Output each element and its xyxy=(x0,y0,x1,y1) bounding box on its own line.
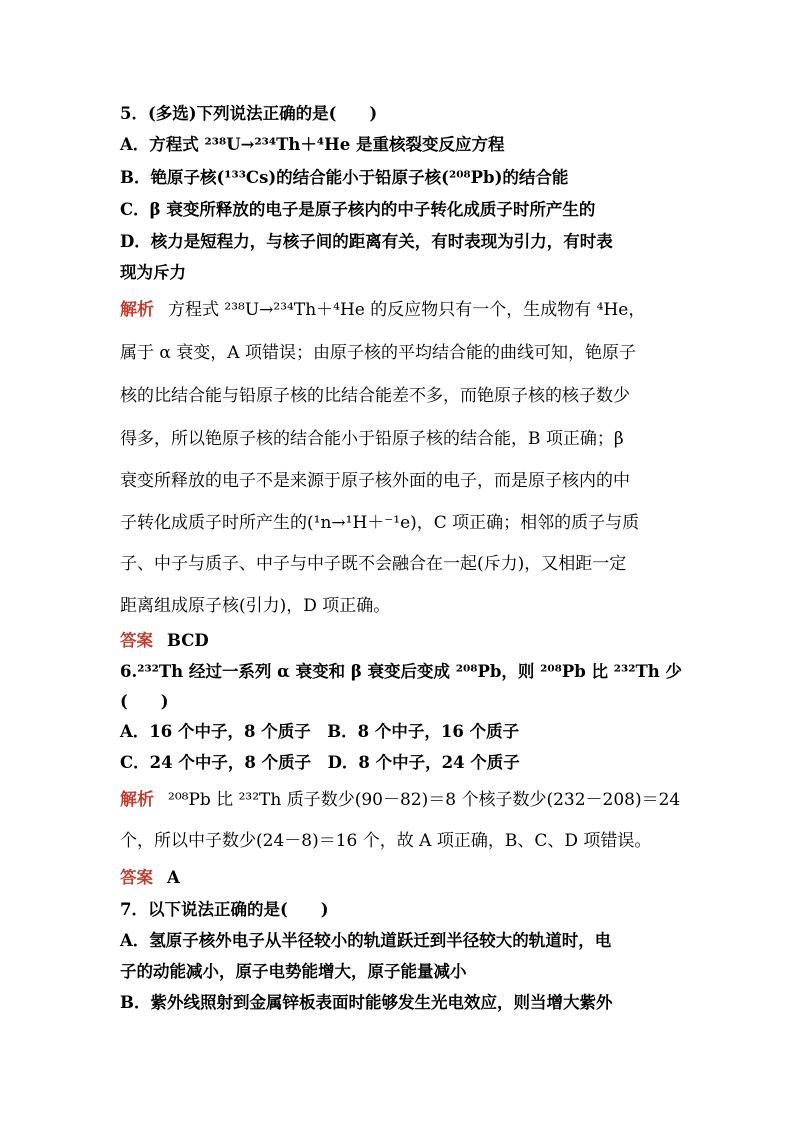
q5-option-d-cont: 现为斥力 xyxy=(120,263,186,282)
q7-option-a: A．氢原子核外电子从半径较小的轨道跃迁到半径较大的轨道时，电 xyxy=(120,931,612,950)
q5-analysis-line-7: 子、中子与质子、中子与中子既不会融合在一起(斥力)，又相距一定 xyxy=(120,554,627,574)
q5-answer xyxy=(120,627,209,651)
q5-analysis-line-3: 核的比结合能与铅原子核的比结合能差不多，而铯原子核的核子数少 xyxy=(120,386,630,406)
q6-options-ab: A．16 个中子，8 个质子 B．8 个中子，16 个质子 xyxy=(120,722,520,741)
q7-option-a-cont: 子的动能减小，原子电势能增大，原子能量减小 xyxy=(120,962,467,981)
q6-answer-value: A xyxy=(167,868,180,887)
q5-analysis-line-1: 解析 方程式 ²³⁸U→²³⁴Th＋⁴He 的反应物只有一个，生成物有 ⁴He， xyxy=(120,300,646,320)
q6-answer xyxy=(120,864,180,888)
q5-analysis-label: 解析 xyxy=(120,300,154,320)
q5-analysis-line-6: 子转化成质子时所产生的(¹n→¹H＋⁻¹e)，C 项正确；相邻的质子与质 xyxy=(120,513,640,533)
q5-answer-value: BCD xyxy=(167,631,209,650)
q6-analysis-line-2: 个，所以中子数少(24－8)＝16 个，故 A 项正确，B、C、D 项错误。 xyxy=(120,831,652,851)
q7-stem: 7．以下说法正确的是( ) xyxy=(120,900,329,919)
q5-option-a: A．方程式 ²³⁸U→²³⁴Th＋⁴He 是重核裂变反应方程 xyxy=(120,135,505,154)
q6-answer-label: 答案 xyxy=(120,868,153,887)
q5-analysis-line-2: 属于 α 衰变，A 项错误；由原子核的平均结合能的曲线可知，铯原子 xyxy=(120,343,636,363)
q5-option-d: D．核力是短程力，与核子间的距离有关，有时表现为引力，有时表 xyxy=(120,232,613,251)
q6-analysis-label: 解析 xyxy=(120,790,154,810)
q5-analysis-line-5: 衰变所释放的电子不是来源于原子核外面的电子，而是原子核内的中 xyxy=(120,471,630,491)
q6-options-cd: C．24 个中子，8 个质子 D．8 个中子，24 个质子 xyxy=(120,753,520,772)
q6-stem: 6.²³²Th 经过一系列 α 衰变和 β 衰变后变成 ²⁰⁸Pb，则 ²⁰⁸Pb 比 ²³²Th 少 xyxy=(120,662,682,681)
q6-analysis-line-1: 解析 ²⁰⁸Pb 比 ²³²Th 质子数少(90－82)＝8 个核子数少(232－208)＝24 xyxy=(120,790,681,810)
q5-answer-label: 答案 xyxy=(120,631,153,650)
q5-analysis-line-4: 得多，所以铯原子核的结合能小于铅原子核的结合能，B 项正确；β xyxy=(120,429,624,449)
q5-option-c: C．β 衰变所释放的电子是原子核内的中子转化成质子时所产生的 xyxy=(120,200,596,219)
q5-analysis-line-8: 距离组成原子核(引力)，D 项正确。 xyxy=(120,596,391,616)
q6-stem-blank: ( ) xyxy=(120,692,169,711)
q5-stem: 5．(多选)下列说法正确的是( ) xyxy=(120,104,378,123)
q7-option-b: B．紫外线照射到金属锌板表面时能够发生光电效应，则当增大紫外 xyxy=(120,993,613,1012)
q5-option-b: B．铯原子核(¹³³Cs)的结合能小于铅原子核(²⁰⁸Pb)的结合能 xyxy=(120,168,569,187)
